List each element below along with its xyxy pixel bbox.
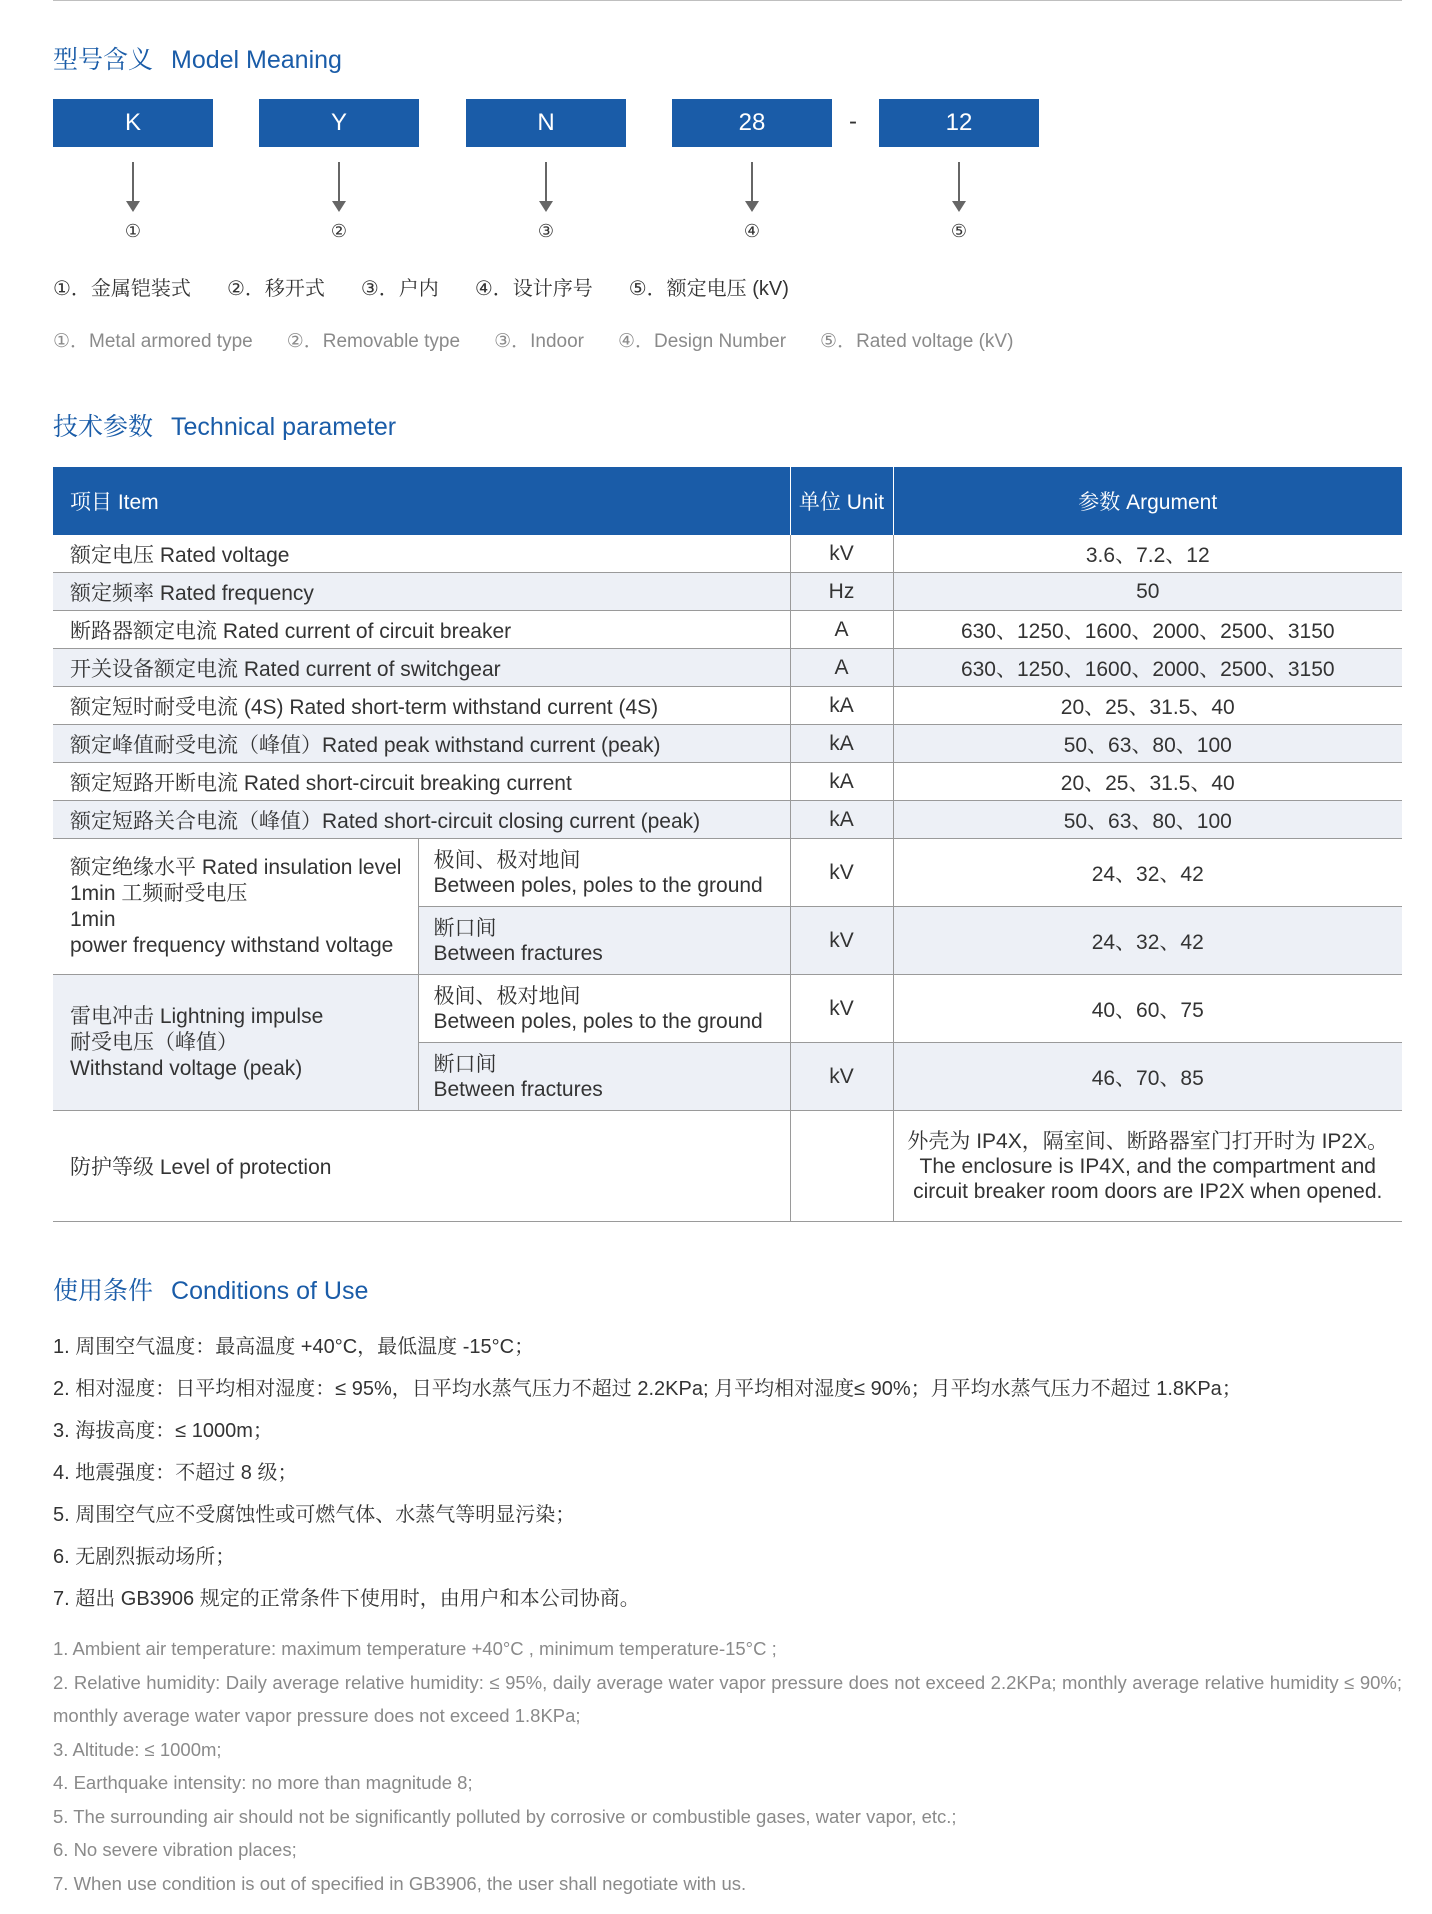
row-item: 开关设备额定电流 Rated current of switchgear (53, 649, 790, 687)
sub-item-cn: 极间、极对地间 (433, 984, 581, 1008)
list-item: 6. 无剧烈振动场所； (53, 1546, 236, 1568)
row-value: 630、1250、1600、2000、2500、3150 (893, 649, 1402, 687)
arrow-down-icon (958, 162, 960, 202)
conditions-title-cn: 使用条件 (53, 1277, 154, 1305)
legend-en-item: ②．Removable type (286, 331, 461, 352)
table-row (53, 801, 1402, 839)
lightning-label-line: 雷电冲击 Lightning impulse (70, 1004, 324, 1028)
top-divider (53, 0, 1402, 1)
code-box-y: Y (259, 99, 419, 147)
row-unit: Hz (790, 573, 893, 611)
technical-title-en: Technical parameter (171, 413, 397, 441)
model-meaning-title-en: Model Meaning (171, 46, 342, 74)
row-value: 50、63、80、100 (893, 801, 1402, 839)
legend-en (53, 326, 1047, 353)
list-item: 6. No severe vibration places; (53, 1839, 297, 1860)
row-value: 50 (893, 573, 1402, 611)
conditions-title-en: Conditions of Use (171, 1277, 369, 1305)
table-row (53, 975, 1402, 1043)
table-header (53, 467, 1402, 535)
insulation-label-line: 1min 工频耐受电压 (70, 881, 248, 905)
row-value: 40、60、75 (893, 975, 1402, 1043)
row-item: 额定频率 Rated frequency (53, 573, 790, 611)
row-unit: kA (790, 725, 893, 763)
sub-item (418, 839, 790, 907)
insulation-label-line: power frequency withstand voltage (70, 933, 394, 957)
header-argument: 参数 Argument (893, 467, 1402, 535)
list-item: 3. 海拔高度：≤ 1000m； (53, 1420, 273, 1442)
insulation-label-line: 1min (70, 907, 116, 931)
sub-item-en: Between poles, poles to the ground (433, 1009, 763, 1033)
lightning-label-line: Withstand voltage (peak) (70, 1056, 303, 1080)
arrow-down-icon (132, 162, 134, 202)
list-item: 1. 周围空气温度：最高温度 +40°C，最低温度 -15°C； (53, 1336, 535, 1358)
table-row (53, 1111, 1402, 1222)
sub-item-en: Between fractures (433, 1077, 603, 1101)
table-row (53, 763, 1402, 801)
table-row (53, 687, 1402, 725)
row-item: 额定短时耐受电流 (4S) Rated short-term withstand current (4S) (53, 687, 790, 725)
list-item: 3. Altitude: ≤ 1000m; (53, 1738, 222, 1760)
table-row (53, 535, 1402, 573)
protection-line: circuit breaker room doors are IP2X when opened. (913, 1179, 1383, 1203)
list-item: 2. 相对湿度：日平均相对湿度：≤ 95%，日平均水蒸气压力不超过 2.2KPa; 月平均相对湿度≤ 90%；月平均水蒸气压力不超过 1.8KPa； (53, 1378, 1242, 1400)
legend-cn-item: ④．设计序号 (474, 278, 593, 300)
legend-en-item: ④．Design Number (617, 331, 787, 352)
legend-cn-item: ②．移开式 (226, 278, 325, 300)
row-value: 20、25、31.5、40 (893, 687, 1402, 725)
header-item: 项目 Item (53, 467, 790, 535)
code-box-k: K (53, 99, 213, 147)
lightning-group-label (53, 975, 418, 1111)
code-box-12: 12 (879, 99, 1039, 147)
conditions-title (53, 1271, 368, 1307)
marker-1: ① (124, 221, 142, 241)
list-item: 4. 地震强度：不超过 8 级； (53, 1462, 298, 1484)
legend-en-item: ①．Metal armored type (53, 331, 253, 352)
sub-item-cn: 极间、极对地间 (433, 848, 581, 872)
legend-en-item: ⑤．Rated voltage (kV) (820, 331, 1014, 352)
protection-line: 外壳为 IP4X，隔室间、断路器室门打开时为 IP2X。 (907, 1129, 1389, 1153)
technical-title-cn: 技术参数 (53, 413, 154, 441)
row-unit: kA (790, 763, 893, 801)
sub-item (418, 907, 790, 975)
row-unit: kV (790, 1043, 893, 1111)
row-unit: kV (790, 975, 893, 1043)
list-item: 1. Ambient air temperature: maximum temperature +40°C , minimum temperature-15°C ; (53, 1638, 777, 1659)
model-meaning-title-cn: 型号含义 (53, 46, 154, 74)
row-item: 额定电压 Rated voltage (53, 535, 790, 573)
row-unit: A (790, 649, 893, 687)
marker-4: ④ (743, 221, 761, 241)
list-item: 5. The surrounding air should not be significantly polluted by corrosive or combustible gases, water vapor, etc.; (53, 1805, 957, 1827)
list-item: 5. 周围空气应不受腐蚀性或可燃气体、水蒸气等明显污染； (53, 1504, 576, 1526)
row-unit: A (790, 611, 893, 649)
row-value: 50、63、80、100 (893, 725, 1402, 763)
row-value (893, 1111, 1402, 1222)
row-item: 防护等级 Level of protection (53, 1111, 790, 1222)
row-value: 24、32、42 (893, 907, 1402, 975)
list-item: 7. When use condition is out of specified in GB3906, the user shall negotiate with us. (53, 1872, 747, 1894)
code-box-n: N (466, 99, 626, 147)
row-unit: kA (790, 801, 893, 839)
lightning-label-line: 耐受电压（峰值） (70, 1030, 238, 1054)
row-unit (790, 1111, 893, 1222)
legend-cn (53, 272, 825, 301)
arrow-down-icon (751, 162, 753, 202)
row-value: 20、25、31.5、40 (893, 763, 1402, 801)
table-row (53, 611, 1402, 649)
row-unit: kV (790, 839, 893, 907)
table-row (53, 839, 1402, 907)
sub-item-en: Between poles, poles to the ground (433, 873, 763, 897)
marker-5: ⑤ (950, 221, 968, 241)
legend-en-item: ③．Indoor (494, 331, 584, 352)
code-separator: - (849, 108, 857, 135)
list-item: 7. 超出 GB3906 规定的正常条件下使用时，由用户和本公司协商。 (53, 1588, 640, 1610)
table-row (53, 649, 1402, 687)
sub-item-en: Between fractures (433, 941, 603, 965)
row-unit: kV (790, 535, 893, 573)
row-item: 额定短路关合电流（峰值）Rated short-circuit closing current (peak) (53, 801, 790, 839)
list-item: 2. Relative humidity: Daily average relative humidity: ≤ 95%, daily average water vapor pressure does not exceed 2.2KPa; monthly average relative humidity ≤ 90%; monthly average water vapor pressure does not exceed 1.8KPa; (53, 1671, 1402, 1726)
legend-cn-item: ⑤．额定电压 (kV) (628, 278, 789, 300)
row-value: 46、70、85 (893, 1043, 1402, 1111)
list-item: 4. Earthquake intensity: no more than magnitude 8; (53, 1772, 473, 1793)
sub-item-cn: 断口间 (433, 916, 497, 940)
protection-line: The enclosure is IP4X, and the compartment and (919, 1154, 1376, 1178)
sub-item-cn: 断口间 (433, 1052, 497, 1076)
row-item: 额定峰值耐受电流（峰值）Rated peak withstand current (peak) (53, 725, 790, 763)
row-value: 24、32、42 (893, 839, 1402, 907)
model-meaning-title (53, 40, 342, 76)
legend-cn-item: ①．金属铠装式 (53, 278, 191, 300)
table-row (53, 725, 1402, 763)
conditions-en-list (53, 1632, 1402, 1900)
insulation-group-label (53, 839, 418, 975)
table-row (53, 573, 1402, 611)
row-item: 额定短路开断电流 Rated short-circuit breaking current (53, 763, 790, 801)
insulation-label-line: 额定绝缘水平 Rated insulation level (70, 855, 402, 879)
row-unit: kA (790, 687, 893, 725)
technical-table (53, 467, 1402, 1222)
row-unit: kV (790, 907, 893, 975)
header-unit: 单位 Unit (790, 467, 893, 535)
sub-item (418, 975, 790, 1043)
row-value: 630、1250、1600、2000、2500、3150 (893, 611, 1402, 649)
sub-item (418, 1043, 790, 1111)
arrow-down-icon (338, 162, 340, 202)
row-item: 断路器额定电流 Rated current of circuit breaker (53, 611, 790, 649)
conditions-cn-list (53, 1326, 1242, 1620)
row-value: 3.6、7.2、12 (893, 535, 1402, 573)
marker-2: ② (330, 221, 348, 241)
code-box-28: 28 (672, 99, 832, 147)
legend-cn-item: ③．户内 (360, 278, 439, 300)
marker-3: ③ (537, 221, 555, 241)
arrow-down-icon (545, 162, 547, 202)
technical-title (53, 407, 396, 443)
